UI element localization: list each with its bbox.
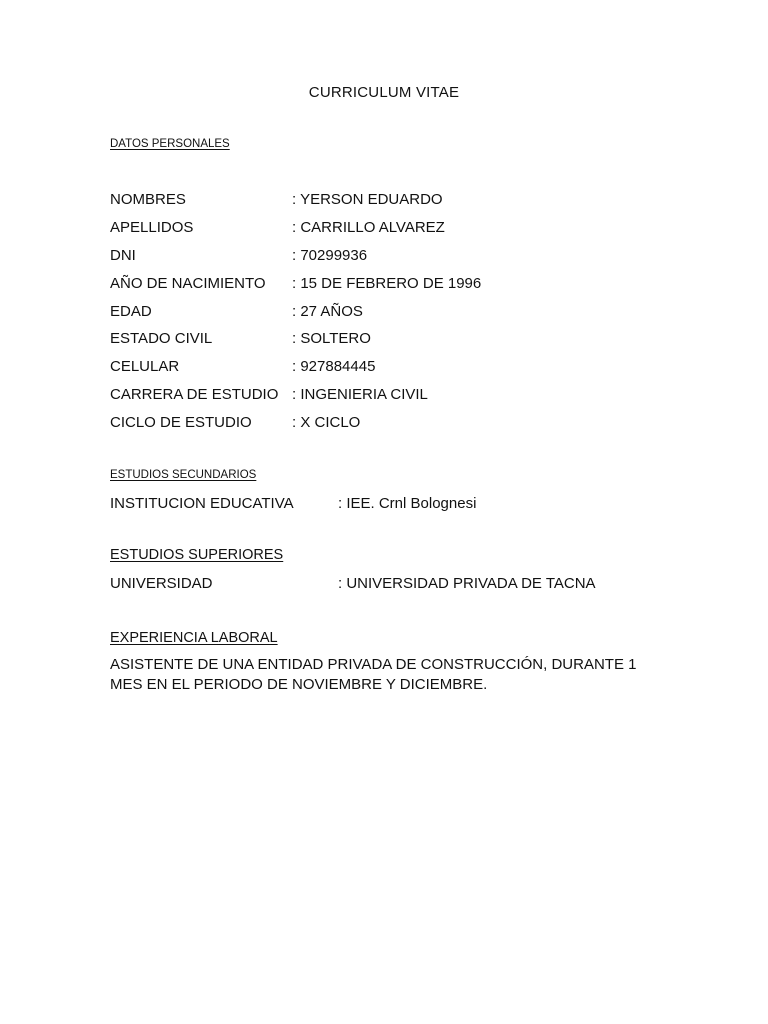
field-label: EDAD <box>110 303 152 320</box>
section-heading-personal: DATOS PERSONALES <box>110 138 230 150</box>
field-label: APELLIDOS <box>110 219 194 236</box>
field-value: : UNIVERSIDAD PRIVADA DE TACNA <box>338 575 596 592</box>
field-value: : 15 DE FEBRERO DE 1996 <box>292 275 482 292</box>
field-label: UNIVERSIDAD <box>110 575 213 592</box>
field-label: AÑO DE NACIMIENTO <box>110 275 266 292</box>
field-label: ESTADO CIVIL <box>110 330 213 347</box>
field-value: : 70299936 <box>292 247 368 264</box>
section-heading-secondary: ESTUDIOS SECUNDARIOS <box>110 469 257 481</box>
field-value: : SOLTERO <box>292 330 371 347</box>
field-label: NOMBRES <box>110 191 186 208</box>
field-label: CELULAR <box>110 358 180 375</box>
field-label: DNI <box>110 247 136 264</box>
field-value: : CARRILLO ALVAREZ <box>292 219 445 236</box>
field-label: CICLO DE ESTUDIO <box>110 414 252 431</box>
field-value: : INGENIERIA CIVIL <box>292 386 428 403</box>
field-value: : 27 AÑOS <box>292 303 363 320</box>
field-value: : X CICLO <box>292 414 361 431</box>
field-value: : IEE. Crnl Bolognesi <box>338 495 477 512</box>
section-heading-higher: ESTUDIOS SUPERIORES <box>110 547 284 563</box>
experience-text: ASISTENTE DE UNA ENTIDAD PRIVADA DE CONSTRUCCIÓN, DURANTE 1 MES EN EL PERIODO DE NOVIEMBRE Y DICIEMBRE. <box>110 656 637 693</box>
field-label: INSTITUCION EDUCATIVA <box>110 495 294 512</box>
document-title: CURRICULUM VITAE <box>308 84 460 101</box>
section-heading-experience: EXPERIENCIA LABORAL <box>110 630 278 646</box>
field-label: CARRERA DE ESTUDIO <box>110 386 279 403</box>
field-value: : 927884445 <box>292 358 376 375</box>
field-value: : YERSON EDUARDO <box>292 191 443 208</box>
